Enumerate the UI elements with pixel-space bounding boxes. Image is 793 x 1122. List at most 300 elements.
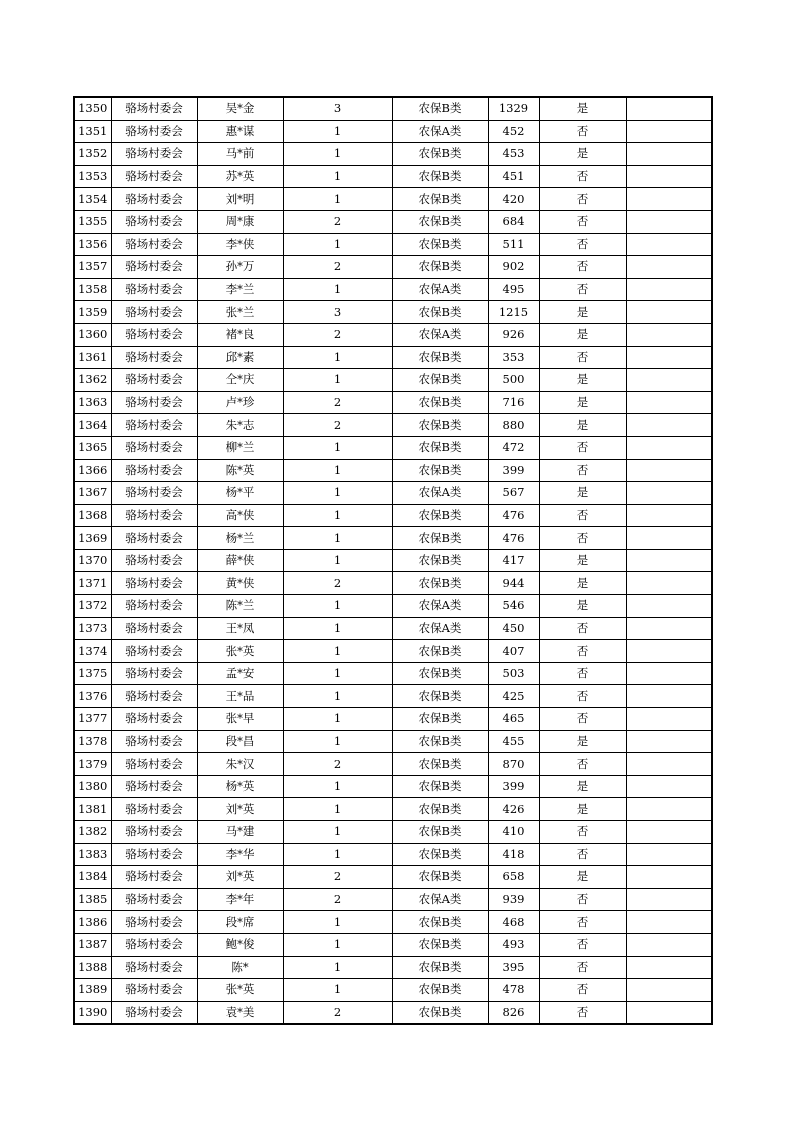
- cell-amount: 478: [488, 979, 539, 1002]
- table-row: [74, 911, 712, 934]
- cell-insurance-category: 农保B类: [392, 233, 488, 256]
- cell-insurance-category: 农保B类: [392, 1001, 488, 1024]
- cell-household-size: 2: [283, 210, 392, 233]
- cell-yes-no-flag: 是: [539, 97, 626, 120]
- cell-person-name: 马*前: [197, 143, 283, 166]
- cell-household-size: 1: [283, 120, 392, 143]
- cell-household-size: 2: [283, 323, 392, 346]
- cell-yes-no-flag: 否: [539, 459, 626, 482]
- cell-amount: 468: [488, 911, 539, 934]
- table-row: [74, 956, 712, 979]
- cell-insurance-category: 农保A类: [392, 278, 488, 301]
- cell-insurance-category: 农保A类: [392, 617, 488, 640]
- cell-person-name: 张*早: [197, 708, 283, 731]
- cell-insurance-category: 农保B类: [392, 572, 488, 595]
- cell-household-size: 1: [283, 843, 392, 866]
- table-row: [74, 143, 712, 166]
- cell-row-number: 1382: [74, 821, 111, 844]
- cell-amount: 399: [488, 775, 539, 798]
- table-row: [74, 233, 712, 256]
- cell-village-committee: 骆场村委会: [111, 369, 197, 392]
- cell-yes-no-flag: 是: [539, 572, 626, 595]
- cell-row-number: 1350: [74, 97, 111, 120]
- cell-row-number: 1387: [74, 933, 111, 956]
- cell-village-committee: 骆场村委会: [111, 143, 197, 166]
- cell-amount: 476: [488, 504, 539, 527]
- cell-amount: 472: [488, 436, 539, 459]
- cell-household-size: 1: [283, 165, 392, 188]
- table-row: [74, 730, 712, 753]
- cell-household-size: 1: [283, 346, 392, 369]
- cell-remarks: [626, 730, 712, 753]
- table-row: [74, 504, 712, 527]
- table-row: [74, 165, 712, 188]
- cell-remarks: [626, 233, 712, 256]
- table-row: [74, 346, 712, 369]
- cell-household-size: 1: [283, 143, 392, 166]
- cell-household-size: 1: [283, 436, 392, 459]
- cell-household-size: 3: [283, 301, 392, 324]
- cell-person-name: 周*康: [197, 210, 283, 233]
- cell-person-name: 陈*: [197, 956, 283, 979]
- table-row: [74, 459, 712, 482]
- cell-amount: 455: [488, 730, 539, 753]
- cell-village-committee: 骆场村委会: [111, 933, 197, 956]
- cell-household-size: 2: [283, 888, 392, 911]
- table-row: [74, 278, 712, 301]
- cell-person-name: 褚*良: [197, 323, 283, 346]
- cell-remarks: [626, 278, 712, 301]
- cell-yes-no-flag: 否: [539, 640, 626, 663]
- cell-insurance-category: 农保B类: [392, 369, 488, 392]
- cell-remarks: [626, 414, 712, 437]
- cell-amount: 420: [488, 188, 539, 211]
- cell-household-size: 1: [283, 595, 392, 618]
- cell-row-number: 1352: [74, 143, 111, 166]
- cell-person-name: 李*华: [197, 843, 283, 866]
- cell-remarks: [626, 708, 712, 731]
- cell-remarks: [626, 120, 712, 143]
- cell-amount: 567: [488, 482, 539, 505]
- table-row: [74, 436, 712, 459]
- cell-insurance-category: 农保B类: [392, 708, 488, 731]
- table-body: [74, 97, 712, 1024]
- cell-yes-no-flag: 是: [539, 775, 626, 798]
- cell-amount: 426: [488, 798, 539, 821]
- cell-village-committee: 骆场村委会: [111, 459, 197, 482]
- table-row: [74, 1001, 712, 1024]
- table-row: [74, 527, 712, 550]
- cell-insurance-category: 农保B类: [392, 391, 488, 414]
- cell-row-number: 1377: [74, 708, 111, 731]
- cell-yes-no-flag: 否: [539, 278, 626, 301]
- cell-household-size: 1: [283, 617, 392, 640]
- cell-person-name: 黄*侠: [197, 572, 283, 595]
- cell-person-name: 惠*谋: [197, 120, 283, 143]
- cell-insurance-category: 农保A类: [392, 888, 488, 911]
- cell-remarks: [626, 933, 712, 956]
- cell-insurance-category: 农保B类: [392, 775, 488, 798]
- cell-person-name: 陈*英: [197, 459, 283, 482]
- cell-remarks: [626, 979, 712, 1002]
- cell-yes-no-flag: 否: [539, 527, 626, 550]
- cell-village-committee: 骆场村委会: [111, 549, 197, 572]
- cell-insurance-category: 农保B类: [392, 188, 488, 211]
- cell-person-name: 孙*万: [197, 256, 283, 279]
- records-table: [73, 96, 713, 1025]
- cell-household-size: 1: [283, 527, 392, 550]
- cell-insurance-category: 农保B类: [392, 843, 488, 866]
- cell-remarks: [626, 301, 712, 324]
- cell-amount: 418: [488, 843, 539, 866]
- cell-remarks: [626, 821, 712, 844]
- cell-insurance-category: 农保B类: [392, 979, 488, 1002]
- cell-amount: 684: [488, 210, 539, 233]
- cell-person-name: 卢*珍: [197, 391, 283, 414]
- cell-remarks: [626, 188, 712, 211]
- cell-person-name: 杨*兰: [197, 527, 283, 550]
- cell-remarks: [626, 459, 712, 482]
- cell-yes-no-flag: 是: [539, 730, 626, 753]
- cell-remarks: [626, 256, 712, 279]
- cell-yes-no-flag: 否: [539, 188, 626, 211]
- cell-row-number: 1373: [74, 617, 111, 640]
- table-row: [74, 549, 712, 572]
- cell-village-committee: 骆场村委会: [111, 595, 197, 618]
- cell-row-number: 1363: [74, 391, 111, 414]
- cell-household-size: 1: [283, 369, 392, 392]
- cell-village-committee: 骆场村委会: [111, 278, 197, 301]
- cell-yes-no-flag: 否: [539, 888, 626, 911]
- cell-amount: 407: [488, 640, 539, 663]
- cell-insurance-category: 农保B类: [392, 866, 488, 889]
- cell-row-number: 1374: [74, 640, 111, 663]
- cell-amount: 1329: [488, 97, 539, 120]
- cell-village-committee: 骆场村委会: [111, 233, 197, 256]
- cell-person-name: 袁*美: [197, 1001, 283, 1024]
- cell-insurance-category: 农保B类: [392, 933, 488, 956]
- cell-row-number: 1364: [74, 414, 111, 437]
- cell-village-committee: 骆场村委会: [111, 414, 197, 437]
- cell-insurance-category: 农保B类: [392, 798, 488, 821]
- cell-person-name: 张*兰: [197, 301, 283, 324]
- cell-household-size: 3: [283, 97, 392, 120]
- cell-amount: 399: [488, 459, 539, 482]
- cell-amount: 944: [488, 572, 539, 595]
- cell-remarks: [626, 640, 712, 663]
- cell-village-committee: 骆场村委会: [111, 188, 197, 211]
- cell-village-committee: 骆场村委会: [111, 527, 197, 550]
- cell-insurance-category: 农保B类: [392, 821, 488, 844]
- cell-person-name: 朱*汉: [197, 753, 283, 776]
- cell-person-name: 高*侠: [197, 504, 283, 527]
- cell-amount: 353: [488, 346, 539, 369]
- cell-yes-no-flag: 否: [539, 821, 626, 844]
- cell-person-name: 李*年: [197, 888, 283, 911]
- cell-insurance-category: 农保A类: [392, 482, 488, 505]
- cell-village-committee: 骆场村委会: [111, 685, 197, 708]
- table-row: [74, 753, 712, 776]
- cell-amount: 453: [488, 143, 539, 166]
- cell-insurance-category: 农保B类: [392, 685, 488, 708]
- cell-row-number: 1362: [74, 369, 111, 392]
- table-row: [74, 369, 712, 392]
- cell-row-number: 1354: [74, 188, 111, 211]
- table-row: [74, 595, 712, 618]
- cell-yes-no-flag: 是: [539, 301, 626, 324]
- cell-remarks: [626, 956, 712, 979]
- cell-remarks: [626, 685, 712, 708]
- cell-insurance-category: 农保B类: [392, 956, 488, 979]
- cell-row-number: 1376: [74, 685, 111, 708]
- cell-person-name: 朱*志: [197, 414, 283, 437]
- cell-yes-no-flag: 是: [539, 549, 626, 572]
- table-row: [74, 798, 712, 821]
- table-row: [74, 708, 712, 731]
- table-row: [74, 685, 712, 708]
- cell-insurance-category: 农保B类: [392, 911, 488, 934]
- cell-row-number: 1369: [74, 527, 111, 550]
- cell-amount: 450: [488, 617, 539, 640]
- cell-remarks: [626, 617, 712, 640]
- cell-household-size: 1: [283, 821, 392, 844]
- table-row: [74, 391, 712, 414]
- cell-amount: 870: [488, 753, 539, 776]
- cell-village-committee: 骆场村委会: [111, 821, 197, 844]
- cell-remarks: [626, 323, 712, 346]
- cell-insurance-category: 农保B类: [392, 504, 488, 527]
- cell-yes-no-flag: 否: [539, 911, 626, 934]
- cell-yes-no-flag: 否: [539, 165, 626, 188]
- cell-household-size: 1: [283, 798, 392, 821]
- cell-row-number: 1361: [74, 346, 111, 369]
- cell-household-size: 1: [283, 504, 392, 527]
- cell-remarks: [626, 97, 712, 120]
- table-row: [74, 979, 712, 1002]
- cell-household-size: 1: [283, 775, 392, 798]
- cell-household-size: 1: [283, 911, 392, 934]
- cell-household-size: 2: [283, 1001, 392, 1024]
- cell-amount: 476: [488, 527, 539, 550]
- cell-yes-no-flag: 否: [539, 1001, 626, 1024]
- cell-person-name: 杨*平: [197, 482, 283, 505]
- cell-person-name: 马*建: [197, 821, 283, 844]
- cell-household-size: 1: [283, 730, 392, 753]
- cell-village-committee: 骆场村委会: [111, 730, 197, 753]
- table-row: [74, 323, 712, 346]
- cell-row-number: 1384: [74, 866, 111, 889]
- cell-remarks: [626, 369, 712, 392]
- cell-yes-no-flag: 否: [539, 662, 626, 685]
- cell-amount: 500: [488, 369, 539, 392]
- cell-row-number: 1368: [74, 504, 111, 527]
- cell-amount: 926: [488, 323, 539, 346]
- cell-remarks: [626, 888, 712, 911]
- cell-insurance-category: 农保B类: [392, 143, 488, 166]
- cell-insurance-category: 农保B类: [392, 459, 488, 482]
- cell-household-size: 1: [283, 188, 392, 211]
- cell-yes-no-flag: 否: [539, 685, 626, 708]
- cell-amount: 451: [488, 165, 539, 188]
- cell-insurance-category: 农保B类: [392, 165, 488, 188]
- cell-row-number: 1360: [74, 323, 111, 346]
- cell-insurance-category: 农保B类: [392, 346, 488, 369]
- cell-remarks: [626, 391, 712, 414]
- cell-row-number: 1371: [74, 572, 111, 595]
- cell-person-name: 王*凤: [197, 617, 283, 640]
- table-row: [74, 843, 712, 866]
- cell-person-name: 陈*兰: [197, 595, 283, 618]
- cell-village-committee: 骆场村委会: [111, 504, 197, 527]
- cell-household-size: 1: [283, 278, 392, 301]
- table-row: [74, 662, 712, 685]
- cell-insurance-category: 农保B类: [392, 753, 488, 776]
- cell-yes-no-flag: 否: [539, 120, 626, 143]
- cell-insurance-category: 农保B类: [392, 301, 488, 324]
- cell-household-size: 1: [283, 708, 392, 731]
- table-row: [74, 617, 712, 640]
- cell-amount: 1215: [488, 301, 539, 324]
- cell-village-committee: 骆场村委会: [111, 708, 197, 731]
- cell-village-committee: 骆场村委会: [111, 843, 197, 866]
- cell-village-committee: 骆场村委会: [111, 753, 197, 776]
- cell-person-name: 柳*兰: [197, 436, 283, 459]
- cell-household-size: 1: [283, 640, 392, 663]
- table-row: [74, 572, 712, 595]
- cell-person-name: 刘*明: [197, 188, 283, 211]
- cell-amount: 880: [488, 414, 539, 437]
- cell-remarks: [626, 798, 712, 821]
- cell-person-name: 段*昌: [197, 730, 283, 753]
- cell-row-number: 1356: [74, 233, 111, 256]
- table-row: [74, 97, 712, 120]
- cell-amount: 826: [488, 1001, 539, 1024]
- table-row: [74, 301, 712, 324]
- cell-row-number: 1389: [74, 979, 111, 1002]
- cell-amount: 417: [488, 549, 539, 572]
- cell-household-size: 1: [283, 459, 392, 482]
- cell-insurance-category: 农保A类: [392, 120, 488, 143]
- cell-person-name: 吴*金: [197, 97, 283, 120]
- cell-person-name: 王*品: [197, 685, 283, 708]
- cell-remarks: [626, 662, 712, 685]
- cell-insurance-category: 农保B类: [392, 436, 488, 459]
- cell-row-number: 1358: [74, 278, 111, 301]
- cell-row-number: 1386: [74, 911, 111, 934]
- table-row: [74, 640, 712, 663]
- cell-person-name: 李*侠: [197, 233, 283, 256]
- table-row: [74, 821, 712, 844]
- cell-village-committee: 骆场村委会: [111, 866, 197, 889]
- cell-yes-no-flag: 是: [539, 414, 626, 437]
- cell-village-committee: 骆场村委会: [111, 956, 197, 979]
- cell-yes-no-flag: 否: [539, 933, 626, 956]
- cell-remarks: [626, 775, 712, 798]
- cell-household-size: 1: [283, 549, 392, 572]
- cell-row-number: 1370: [74, 549, 111, 572]
- cell-village-committee: 骆场村委会: [111, 482, 197, 505]
- cell-row-number: 1381: [74, 798, 111, 821]
- cell-household-size: 2: [283, 414, 392, 437]
- cell-amount: 902: [488, 256, 539, 279]
- cell-village-committee: 骆场村委会: [111, 911, 197, 934]
- cell-household-size: 1: [283, 933, 392, 956]
- cell-village-committee: 骆场村委会: [111, 391, 197, 414]
- cell-remarks: [626, 572, 712, 595]
- cell-yes-no-flag: 否: [539, 210, 626, 233]
- cell-village-committee: 骆场村委会: [111, 888, 197, 911]
- table-row: [74, 482, 712, 505]
- cell-village-committee: 骆场村委会: [111, 436, 197, 459]
- cell-remarks: [626, 143, 712, 166]
- cell-yes-no-flag: 否: [539, 233, 626, 256]
- cell-row-number: 1372: [74, 595, 111, 618]
- cell-yes-no-flag: 否: [539, 617, 626, 640]
- table-row: [74, 210, 712, 233]
- cell-yes-no-flag: 否: [539, 843, 626, 866]
- cell-person-name: 李*兰: [197, 278, 283, 301]
- cell-yes-no-flag: 否: [539, 436, 626, 459]
- cell-amount: 939: [488, 888, 539, 911]
- cell-yes-no-flag: 是: [539, 595, 626, 618]
- cell-yes-no-flag: 否: [539, 979, 626, 1002]
- cell-person-name: 薛*侠: [197, 549, 283, 572]
- cell-row-number: 1365: [74, 436, 111, 459]
- cell-amount: 465: [488, 708, 539, 731]
- cell-person-name: 刘*英: [197, 866, 283, 889]
- cell-village-committee: 骆场村委会: [111, 301, 197, 324]
- cell-village-committee: 骆场村委会: [111, 165, 197, 188]
- cell-yes-no-flag: 是: [539, 482, 626, 505]
- cell-person-name: 杨*英: [197, 775, 283, 798]
- cell-yes-no-flag: 否: [539, 346, 626, 369]
- cell-yes-no-flag: 是: [539, 866, 626, 889]
- cell-remarks: [626, 843, 712, 866]
- cell-remarks: [626, 482, 712, 505]
- cell-remarks: [626, 527, 712, 550]
- cell-amount: 410: [488, 821, 539, 844]
- table-row: [74, 933, 712, 956]
- cell-row-number: 1388: [74, 956, 111, 979]
- table-row: [74, 256, 712, 279]
- cell-village-committee: 骆场村委会: [111, 120, 197, 143]
- cell-household-size: 2: [283, 753, 392, 776]
- cell-remarks: [626, 753, 712, 776]
- cell-household-size: 1: [283, 482, 392, 505]
- cell-amount: 716: [488, 391, 539, 414]
- cell-village-committee: 骆场村委会: [111, 210, 197, 233]
- cell-amount: 511: [488, 233, 539, 256]
- cell-remarks: [626, 346, 712, 369]
- cell-remarks: [626, 549, 712, 572]
- cell-person-name: 鲍*俊: [197, 933, 283, 956]
- cell-yes-no-flag: 否: [539, 753, 626, 776]
- table-row: [74, 188, 712, 211]
- cell-insurance-category: 农保B类: [392, 730, 488, 753]
- table-row: [74, 414, 712, 437]
- cell-insurance-category: 农保A类: [392, 595, 488, 618]
- cell-yes-no-flag: 是: [539, 143, 626, 166]
- table-row: [74, 888, 712, 911]
- cell-village-committee: 骆场村委会: [111, 798, 197, 821]
- cell-village-committee: 骆场村委会: [111, 1001, 197, 1024]
- cell-row-number: 1353: [74, 165, 111, 188]
- cell-row-number: 1355: [74, 210, 111, 233]
- cell-person-name: 孟*安: [197, 662, 283, 685]
- cell-row-number: 1375: [74, 662, 111, 685]
- cell-amount: 395: [488, 956, 539, 979]
- cell-person-name: 张*英: [197, 640, 283, 663]
